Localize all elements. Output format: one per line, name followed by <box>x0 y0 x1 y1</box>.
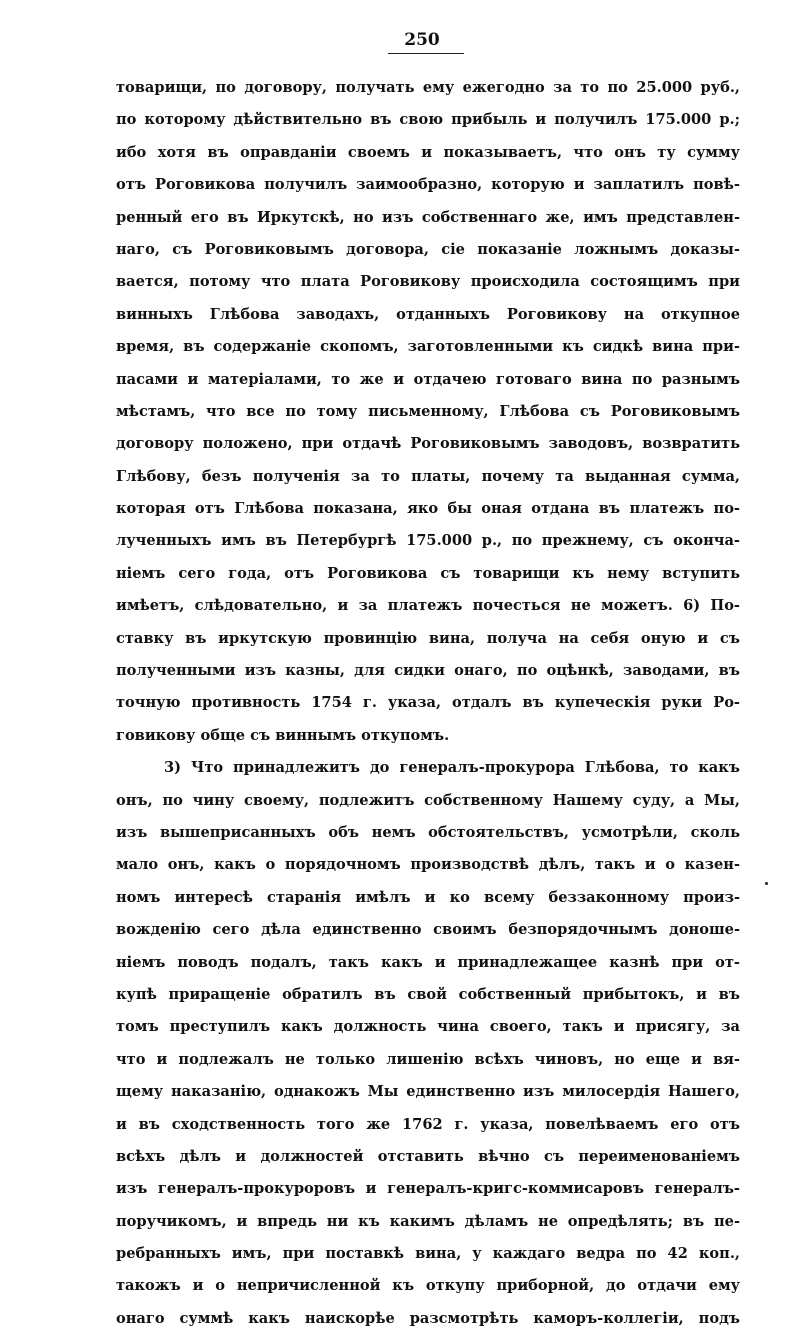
paragraph <box>116 72 740 752</box>
text-line: которая отъ Глѣбова показана, яко бы оная отдана въ платежъ по- <box>116 500 740 518</box>
margin-mark <box>765 882 768 885</box>
text-line: по которому дѣйствительно въ свою прибыль и получилъ 175.000 р.; <box>116 111 740 129</box>
text-line: вожденiю сего дѣла единственно своимъ безпорядочнымъ доноше- <box>116 921 740 939</box>
paragraph <box>116 752 740 1335</box>
text-line: 3) Что принадлежитъ до генералъ-прокурора Глѣбова, то какъ <box>164 759 740 777</box>
text-line: полученными изъ казны, для сидки онаго, по оцѣнкѣ, заводами, въ <box>116 662 740 680</box>
text-line: поручикомъ, и впредь ни къ какимъ дѣламъ не опредѣлять; въ пе- <box>116 1212 740 1230</box>
header-rule <box>388 53 464 54</box>
text-line: пасами и матерiалами, то же и отдачею готоваго вина по разнымъ <box>116 370 740 388</box>
text-line: номъ интересѣ старанiя имѣлъ и ко всему беззаконному произ- <box>116 888 740 906</box>
text-line: винныхъ Глѣбова заводахъ, отданныхъ Роговикову на откупное <box>116 305 740 323</box>
text-line: вается, потому что плата Роговикову происходила состоящимъ при <box>116 273 740 291</box>
text-line: онаго суммѣ какъ наискорѣе разсмотрѣть каморъ-коллегiи, подъ <box>116 1309 740 1327</box>
text-line: лученныхъ имъ въ Петербургѣ 175.000 р., по прежнему, съ оконча- <box>116 532 740 550</box>
text-line: изъ генералъ-прокуроровъ и генералъ-кригс-коммисаровъ генералъ- <box>116 1180 740 1198</box>
text-line: нiемъ поводъ подалъ, такъ какъ и принадлежащее казнѣ при от- <box>116 953 740 971</box>
text-line: договору положено, при отдачѣ Роговиковымъ заводовъ, возвратить <box>116 435 740 453</box>
text-line: купѣ приращенiе обратилъ въ свой собственный прибытокъ, и въ <box>116 985 740 1003</box>
text-line: время, въ содержанiе скопомъ, заготовленными къ сидкѣ вина при- <box>116 338 740 356</box>
text-line: такожъ и о непричисленной къ откупу приборной, до отдачи ему <box>116 1277 740 1295</box>
text-line: изъ вышеприсанныхъ объ немъ обстоятельствъ, усмотрѣли, сколь <box>116 823 740 841</box>
text-line: имѣетъ, слѣдовательно, и за платежъ почесться не можетъ. 6) По- <box>116 597 740 615</box>
text-line: мѣстамъ, что все по тому письменному, Глѣбова съ Роговиковымъ <box>116 402 740 420</box>
text-line: всѣхъ дѣлъ и должностей отставить вѣчно съ переименованiемъ <box>116 1147 740 1165</box>
text-line: и въ сходственность того же 1762 г. указа, повелѣваемъ его отъ <box>116 1115 740 1133</box>
page-number: 250 <box>404 30 440 50</box>
text-line: наго, съ Роговиковымъ договора, сiе показанiе ложнымъ доказы- <box>116 240 740 258</box>
text-line: говикову обще съ виннымъ откупомъ. <box>116 726 450 744</box>
text-line: ставку въ иркутскую провинцiю вина, получа на себя оную и съ <box>116 629 740 647</box>
text-line: что и подлежалъ не только лишенiю всѣхъ чиновъ, но еще и вя- <box>116 1050 740 1068</box>
text-line: томъ преступилъ какъ должность чина своего, такъ и присягу, за <box>116 1018 740 1036</box>
text-line: точную противность 1754 г. указа, отдалъ въ купеческiя руки Ро- <box>116 694 740 712</box>
text-line: онъ, по чину своему, подлежитъ собственному Нашему суду, а Мы, <box>116 791 740 809</box>
text-line: ренный его въ Иркутскѣ, но изъ собственнаго же, имъ представлен- <box>116 208 740 226</box>
text-line: нiемъ сего года, отъ Роговикова съ товарищи къ нему вступить <box>116 564 740 582</box>
text-line: Глѣбову, безъ полученiя за то платы, почему та выданная сумма, <box>116 467 740 485</box>
text-line: ребранныхъ имъ, при поставкѣ вина, у каждаго ведра по 42 коп., <box>116 1245 740 1263</box>
body-text <box>116 72 740 1335</box>
text-line: ибо хотя въ оправданiи своемъ и показываетъ, что онъ ту сумму <box>116 143 740 161</box>
text-line: щему наказанiю, однакожъ Мы единственно изъ милосердiя Нашего, <box>116 1083 740 1101</box>
text-line: товарищи, по договору, получать ему ежегодно за то по 25.000 руб., <box>116 79 740 96</box>
text-line: мало онъ, какъ о порядочномъ производствѣ дѣлъ, такъ и о казен- <box>116 856 740 874</box>
text-line: отъ Роговикова получилъ заимообразно, которую и заплатилъ повѣ- <box>116 176 740 194</box>
